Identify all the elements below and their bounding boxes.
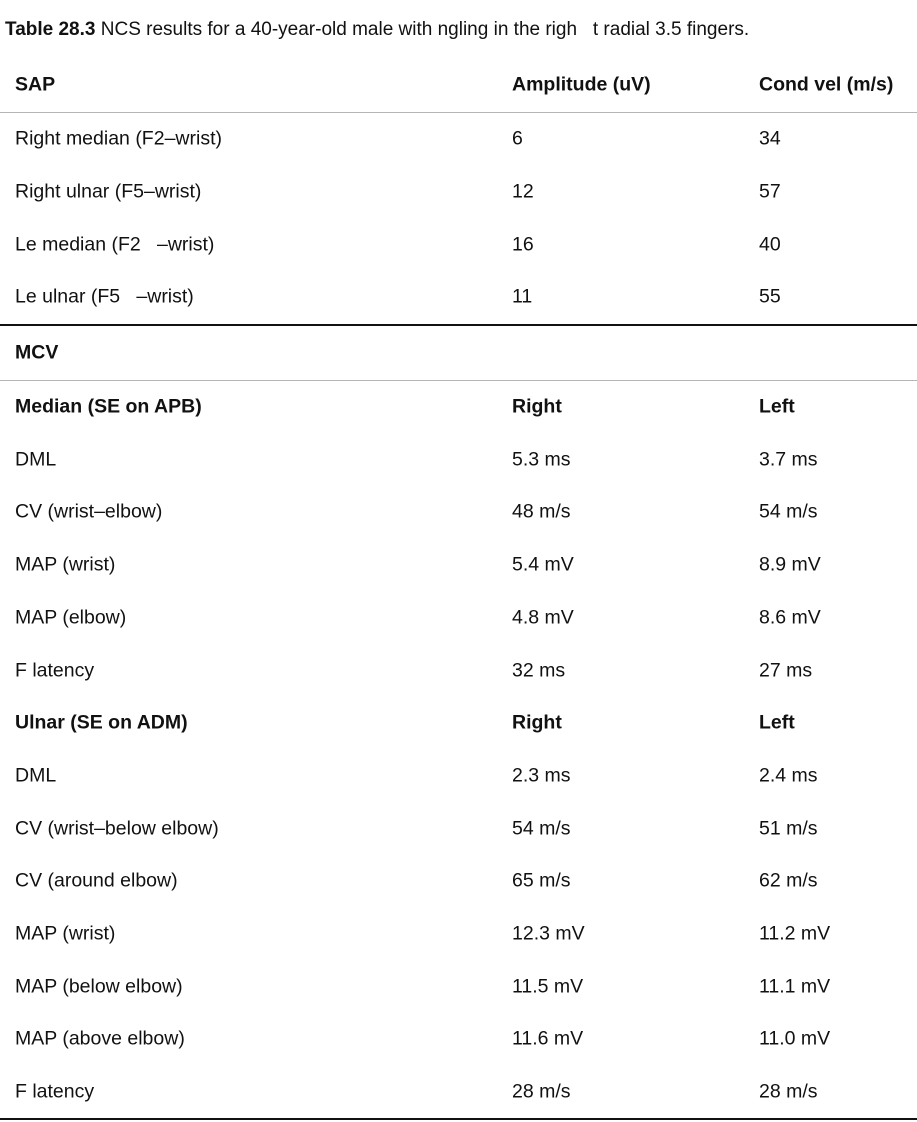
ncs-results-table	[0, 58, 917, 1120]
cond-vel-value: 55	[759, 285, 781, 308]
left-value: 27 ms	[759, 659, 813, 682]
sap-header-cond-vel: Cond vel (m/s)	[759, 73, 894, 96]
right-value: 11.6 mV	[512, 1027, 584, 1050]
row-label: MAP (below elbow)	[15, 975, 183, 998]
row-label: F latency	[15, 1080, 95, 1103]
cond-vel-value: 57	[759, 180, 781, 203]
table-row	[0, 113, 917, 166]
ulnar-subheader-left: Left	[759, 711, 795, 734]
left-value: 54 m/s	[759, 500, 818, 523]
row-label: F latency	[15, 659, 95, 682]
left-value: 28 m/s	[759, 1080, 818, 1103]
table-row	[0, 166, 917, 219]
left-value: 11.1 mV	[759, 975, 831, 998]
table-row	[0, 433, 917, 486]
table-row	[0, 539, 917, 592]
table-row	[0, 1013, 917, 1066]
table-row	[0, 802, 917, 855]
right-value: 5.4 mV	[512, 553, 574, 576]
sap-header-row	[0, 58, 917, 112]
row-label: Le median (F2 –wrist)	[15, 233, 215, 256]
table-row	[0, 960, 917, 1013]
ulnar-subheader-right: Right	[512, 711, 562, 734]
row-label: Le ulnar (F5 –wrist)	[15, 285, 194, 308]
left-value: 8.6 mV	[759, 606, 821, 629]
table-row	[0, 908, 917, 961]
right-value: 11.5 mV	[512, 975, 584, 998]
row-label: Right median (F2–wrist)	[15, 127, 222, 150]
right-value: 28 m/s	[512, 1080, 571, 1103]
table-bottom-rule	[0, 1118, 917, 1120]
table-row	[0, 486, 917, 539]
amplitude-value: 6	[512, 127, 523, 150]
median-subheader-label: Median (SE on APB)	[15, 395, 202, 418]
table-caption-text: NCS results for a 40-year-old male with ngling in the righ t radial 3.5 fingers.	[95, 19, 750, 40]
right-value: 54 m/s	[512, 817, 571, 840]
amplitude-value: 16	[512, 233, 534, 256]
left-value: 8.9 mV	[759, 553, 821, 576]
amplitude-value: 12	[512, 180, 534, 203]
row-label: MAP (wrist)	[15, 922, 116, 945]
cond-vel-value: 40	[759, 233, 781, 256]
table-caption	[5, 18, 749, 42]
table-row	[0, 644, 917, 697]
sap-header-amplitude: Amplitude (uV)	[512, 73, 651, 96]
ulnar-subheader-row	[0, 697, 917, 750]
table-row	[0, 1066, 917, 1119]
median-subheader-row	[0, 381, 917, 434]
right-value: 48 m/s	[512, 500, 571, 523]
left-value: 11.0 mV	[759, 1027, 831, 1050]
row-label: MAP (elbow)	[15, 606, 127, 629]
table-row	[0, 218, 917, 271]
row-label: Right ulnar (F5–wrist)	[15, 180, 202, 203]
right-value: 65 m/s	[512, 869, 571, 892]
left-value: 11.2 mV	[759, 922, 831, 945]
row-label: MAP (wrist)	[15, 553, 116, 576]
right-value: 12.3 mV	[512, 922, 585, 945]
row-label: CV (around elbow)	[15, 869, 178, 892]
row-label: DML	[15, 764, 57, 787]
left-value: 3.7 ms	[759, 448, 818, 471]
table-row	[0, 271, 917, 324]
right-value: 32 ms	[512, 659, 566, 682]
left-value: 51 m/s	[759, 817, 818, 840]
row-label: CV (wrist–elbow)	[15, 500, 163, 523]
table-row	[0, 592, 917, 645]
ulnar-subheader-label: Ulnar (SE on ADM)	[15, 711, 188, 734]
table-caption-label: Table 28.3	[5, 19, 96, 40]
row-label: DML	[15, 448, 57, 471]
right-value: 4.8 mV	[512, 606, 574, 629]
cond-vel-value: 34	[759, 127, 781, 150]
median-subheader-left: Left	[759, 395, 795, 418]
sap-header-label: SAP	[15, 73, 56, 96]
right-value: 5.3 ms	[512, 448, 571, 471]
median-subheader-right: Right	[512, 395, 562, 418]
row-label: MAP (above elbow)	[15, 1027, 185, 1050]
mcv-header-label: MCV	[15, 341, 59, 364]
right-value: 2.3 ms	[512, 764, 571, 787]
row-label: CV (wrist–below elbow)	[15, 817, 219, 840]
mcv-header-row	[0, 326, 917, 380]
left-value: 2.4 ms	[759, 764, 818, 787]
left-value: 62 m/s	[759, 869, 818, 892]
amplitude-value: 11	[512, 285, 533, 308]
table-row	[0, 750, 917, 803]
table-row	[0, 855, 917, 908]
